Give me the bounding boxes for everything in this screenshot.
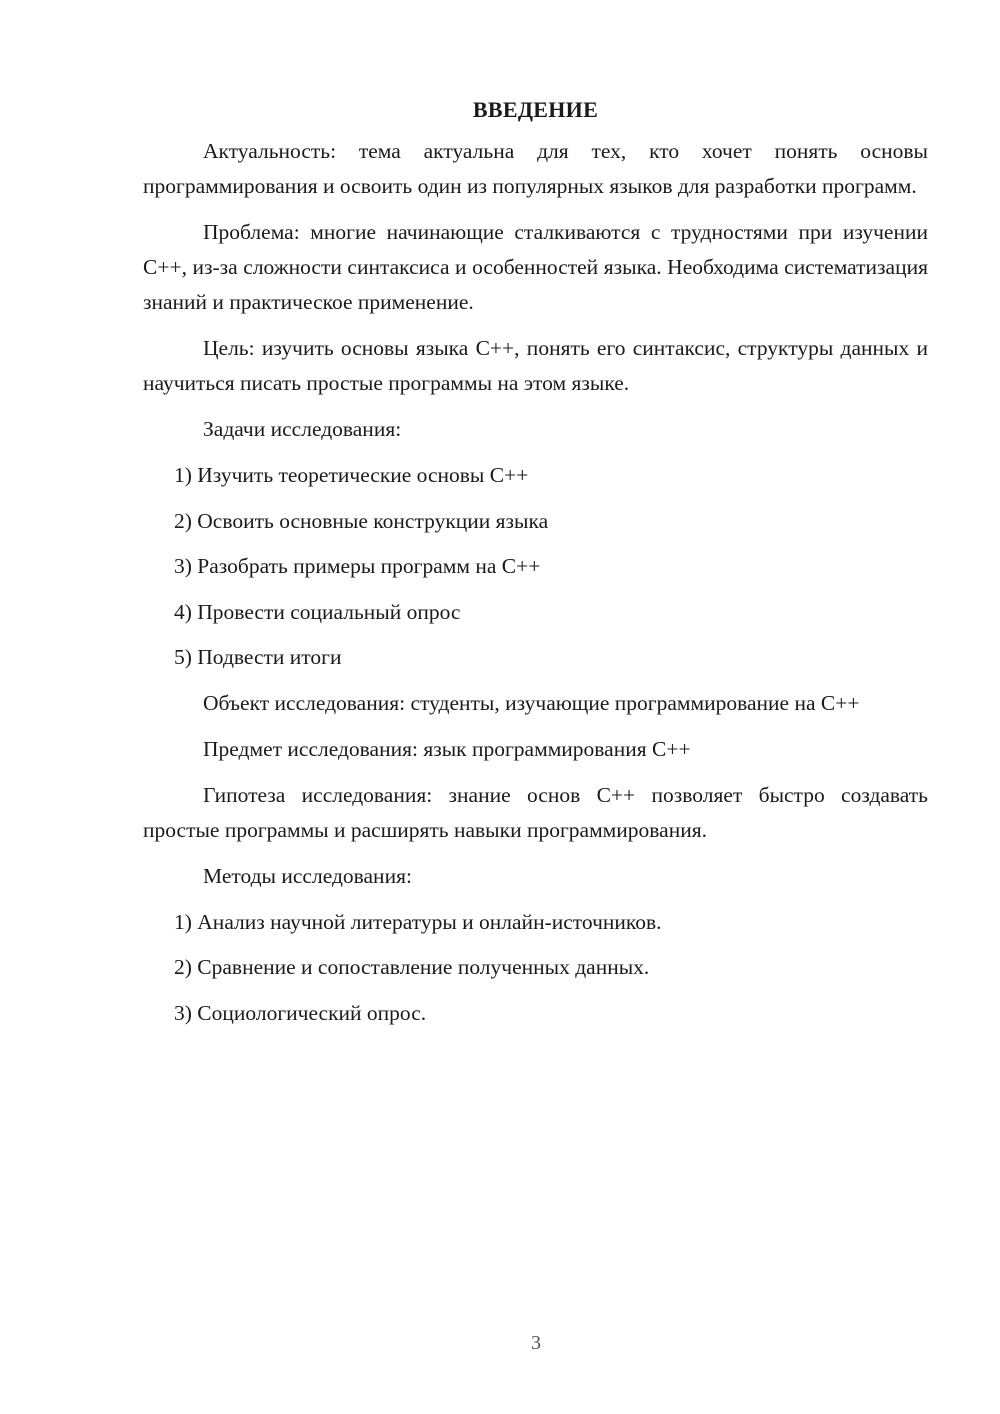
page-number: 3	[531, 1332, 541, 1354]
subject-paragraph: Предмет исследования: язык программирования C++	[203, 736, 691, 761]
task-item: 1) Изучить теоретические основы C++	[174, 463, 529, 487]
task-item: 5) Подвести итоги	[174, 645, 342, 669]
task-item: 3) Разобрать примеры программ на C++	[174, 554, 541, 578]
method-item: 2) Сравнение и сопоставление полученных данных.	[174, 955, 650, 979]
object-paragraph: Объект исследования: студенты, изучающие программирование на C++	[203, 690, 860, 715]
page-content	[143, 92, 928, 1041]
goal-paragraph: Цель: изучить основы языка C++, понять его синтаксис, структуры данных и научиться писать простые программы на этом языке.	[143, 336, 928, 395]
hypothesis-paragraph: Гипотеза исследования: знание основ C++ позволяет быстро создавать простые программы и расширять навыки программирования.	[143, 782, 928, 842]
task-item: 2) Освоить основные конструкции языка	[174, 508, 549, 533]
relevance-paragraph: Актуальность: тема актуальна для тех, кто хочет понять основы программирования и освоить один из популярных языков для разработки программ.	[143, 139, 928, 198]
task-item: 4) Провести социальный опрос	[174, 599, 461, 624]
tasks-heading: Задачи исследования:	[203, 417, 402, 441]
problem-paragraph: Проблема: многие начинающие сталкиваются с трудностями при изучении C++, из-за сложности синтаксиса и особенностей языка. Необходима систематизация знаний и практическое применение.	[143, 220, 928, 314]
method-item: 3) Социологический опрос.	[174, 1000, 427, 1025]
section-title: ВВЕДЕНИЕ	[472, 97, 599, 122]
method-item: 1) Анализ научной литературы и онлайн-источников.	[174, 909, 662, 934]
methods-heading: Методы исследования:	[203, 863, 412, 888]
